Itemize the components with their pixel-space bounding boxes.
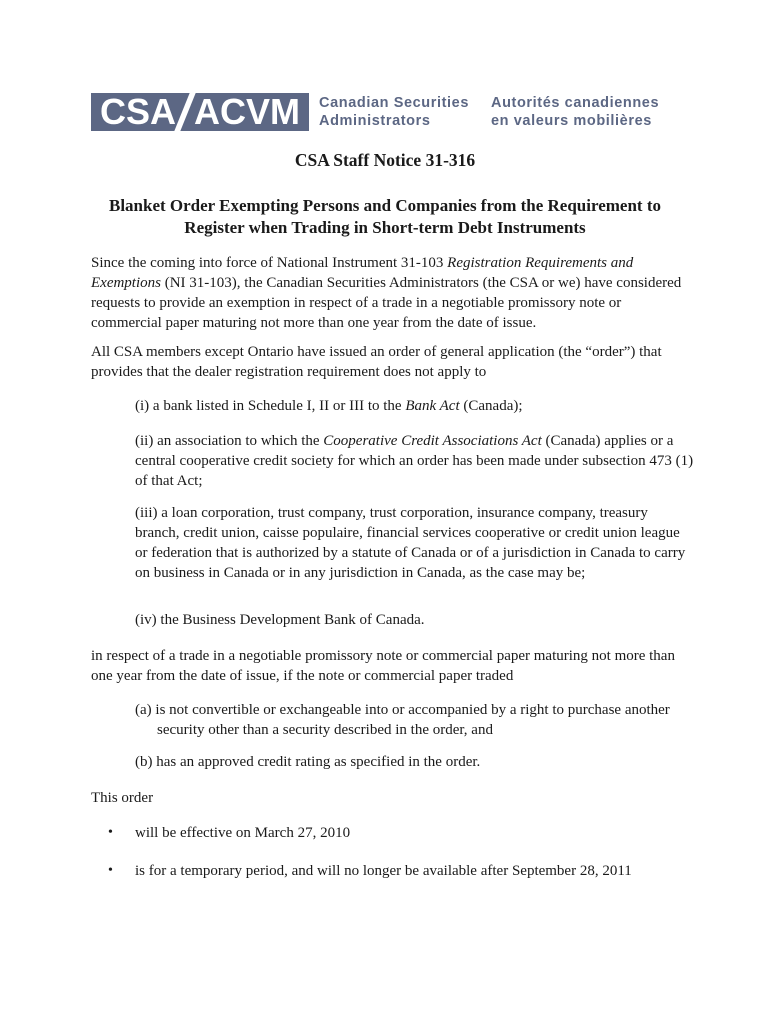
item-ii-text-c: (Canada) applies or a central cooperative credit society for which an order has been made under subsection 473 (1) of that Act; bbox=[135, 433, 694, 489]
list-item-iii: (iii) a loan corporation, trust company, trust corporation, insurance company, treasury branch, credit union, caisse populaire, financial services cooperative or credit union league or federation that is authorized by a statute of Canada or of a jurisdiction in Canada to carry on business in Canada or in any jurisdiction in Canada, as the case may be; bbox=[135, 505, 686, 581]
main-title bbox=[60, 195, 710, 239]
condition-item-b: (b) has an approved credit rating as specified in the order. bbox=[135, 754, 481, 770]
condition-a-line1: (a) is not convertible or exchangeable into or accompanied by a right to purchase another bbox=[135, 702, 670, 718]
bullet-list bbox=[108, 823, 708, 899]
list-item bbox=[108, 861, 708, 899]
logo-french-line1: Autorités canadiennes bbox=[491, 95, 660, 111]
main-title-line2: Register when Trading in Short-term Debt Instruments bbox=[184, 218, 586, 237]
logo-french-name bbox=[491, 94, 659, 130]
bullet-text-expiry: is for a temporary period, and will no longer be available after September 28, 2011 bbox=[135, 863, 632, 879]
logo-english-line1: Canadian Securities bbox=[319, 95, 470, 111]
list-item-iv: (iv) the Business Development Bank of Canada. bbox=[135, 612, 425, 628]
bullet-icon: • bbox=[108, 825, 113, 840]
condition-a-line2: security other than a security described in the order, and bbox=[157, 722, 493, 738]
item-i-text-a: (i) a bank listed in Schedule I, II or III to the bbox=[135, 398, 406, 414]
logo-box bbox=[91, 93, 309, 131]
logo-english-name bbox=[319, 94, 469, 130]
logo-english-line2: Administrators bbox=[319, 113, 431, 129]
list-item bbox=[108, 823, 708, 861]
order-paragraph: All CSA members except Ontario have issued an order of general application (the “order”) that provides that the dealer registration requirement does not apply to bbox=[91, 344, 662, 380]
item-ii-act-name: Cooperative Credit Associations Act bbox=[323, 433, 542, 449]
this-order-paragraph: This order bbox=[91, 790, 154, 806]
item-ii-text-a: (ii) an association to which the bbox=[135, 433, 324, 449]
intro-text-c: (NI 31-103), the Canadian Securities Administrators (the CSA or we) have considered requests to provide an exemption in respect of a trade in a negotiable promissory note or commercial paper maturing not more than one year from the date of issue. bbox=[91, 275, 682, 331]
main-title-line1: Blanket Order Exempting Persons and Companies from the Requirement to bbox=[108, 196, 662, 215]
intro-paragraph bbox=[91, 253, 691, 333]
csa-acvm-logo bbox=[91, 92, 659, 132]
intro-text-instrument-title: Registration Requirements and Exemptions bbox=[91, 255, 634, 291]
notice-title: CSA Staff Notice 31-316 bbox=[294, 150, 476, 170]
list-item-i bbox=[135, 396, 695, 416]
intro-text-a: Since the coming into force of National Instrument 31-103 bbox=[91, 255, 448, 271]
bullet-text-effective-date: will be effective on March 27, 2010 bbox=[135, 825, 351, 841]
logo-abbr-csa: CSA bbox=[99, 93, 176, 131]
item-i-text-c: (Canada); bbox=[459, 398, 523, 414]
item-i-act-name: Bank Act bbox=[405, 398, 460, 414]
bullet-icon: • bbox=[108, 863, 113, 878]
trade-paragraph: in respect of a trade in a negotiable promissory note or commercial paper maturing not more than one year from the date of issue, if the note or commercial paper traded bbox=[91, 648, 675, 684]
logo-french-line2: en valeurs mobilières bbox=[491, 113, 652, 129]
condition-item-a bbox=[135, 700, 695, 740]
logo-abbr-acvm: ACVM bbox=[194, 93, 300, 131]
list-item-ii bbox=[135, 431, 695, 491]
